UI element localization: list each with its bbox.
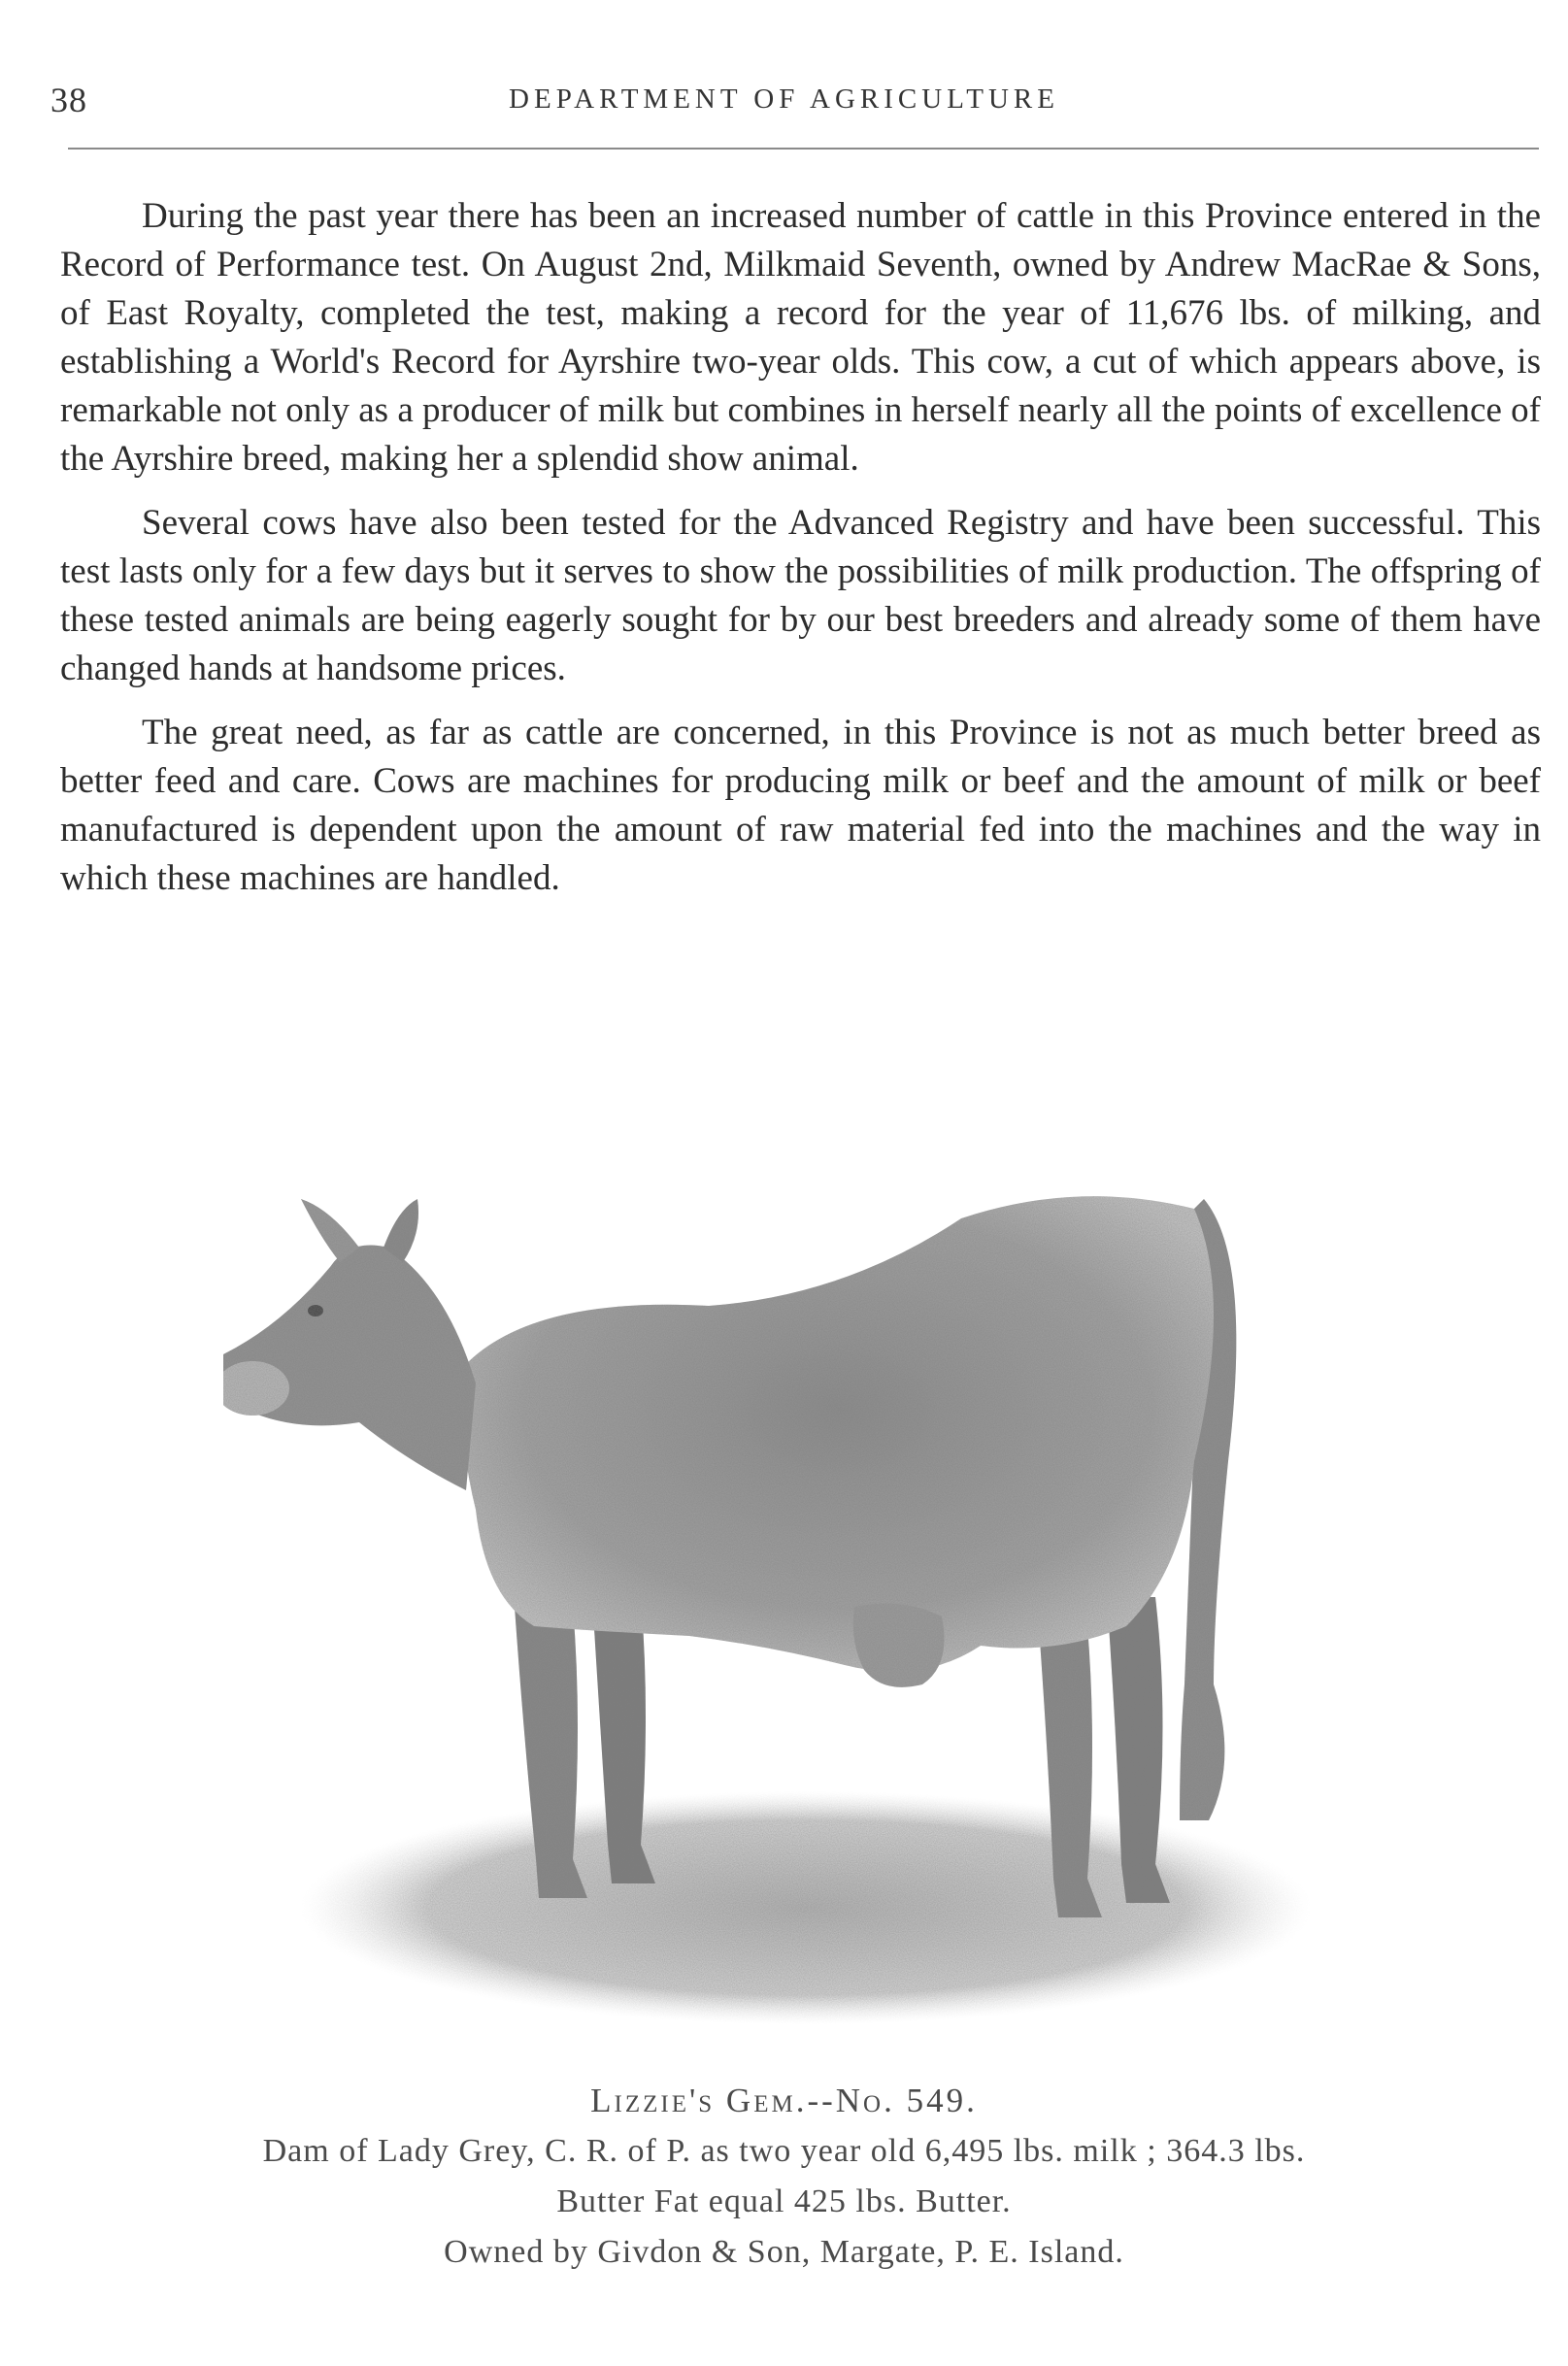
paragraph-record-of-performance: During the past year there has been an increased number of cattle in this Province entered in the Record of Performance test. On August 2nd, Milkmaid Seventh, owned by Andrew MacRae & Sons, of East Royalty, completed the test, making a record for the year of 11,676 lbs. of milking, and establishing a World's Record for Ayrshire two-year olds. This cow, a cut of which appears above, is remarkable not only as a producer of milk but combines in herself nearly all the points of excellence of the Ayrshire breed, making her a splendid show animal.	[60, 196, 1541, 479]
page-number: 38	[50, 81, 87, 119]
cow-udder	[853, 1604, 945, 1687]
header-divider	[68, 148, 1539, 150]
paragraph-advanced-registry: Several cows have also been tested for the Advanced Registry and have been successful. This test lasts only for a few days but it serves to show the possibilities of milk production. The offspring of these tested animals are being eagerly sought for by our best breeders and already some of them have changed hands at handsome prices.	[60, 503, 1541, 688]
cow-ear	[301, 1199, 359, 1262]
article-body	[60, 192, 1541, 918]
paragraph-feed-and-care: The great need, as far as cattle are concerned, in this Province is not as much better breed as better feed and care. Cows are machines for producing milk or beef and the amount of milk or beef manufactured is dependent upon the amount of raw material fed into the machines and the way in which these machines are handled.	[60, 713, 1541, 898]
caption-line-dam: Dam of Lady Grey, C. R. of P. as two year old 6,495 lbs. milk ; 364.3 lbs.	[262, 2133, 1306, 2169]
running-head	[0, 80, 1568, 128]
caption-line-owner: Owned by Givdon & Son, Margate, P. E. Island.	[444, 2234, 1124, 2270]
figure-caption	[0, 2076, 1568, 2278]
cow-illustration	[223, 1141, 1388, 2053]
cow-engraving-image	[223, 1141, 1388, 2053]
caption-title: Lizzie's Gem.--No. 549.	[590, 2082, 978, 2119]
ground-shadow	[301, 1791, 1311, 2024]
cow-eye	[308, 1305, 323, 1316]
caption-line-butter: Butter Fat equal 425 lbs. Butter.	[556, 2183, 1012, 2219]
cow-body	[463, 1196, 1214, 1672]
running-head-title: DEPARTMENT OF AGRICULTURE	[509, 83, 1059, 115]
